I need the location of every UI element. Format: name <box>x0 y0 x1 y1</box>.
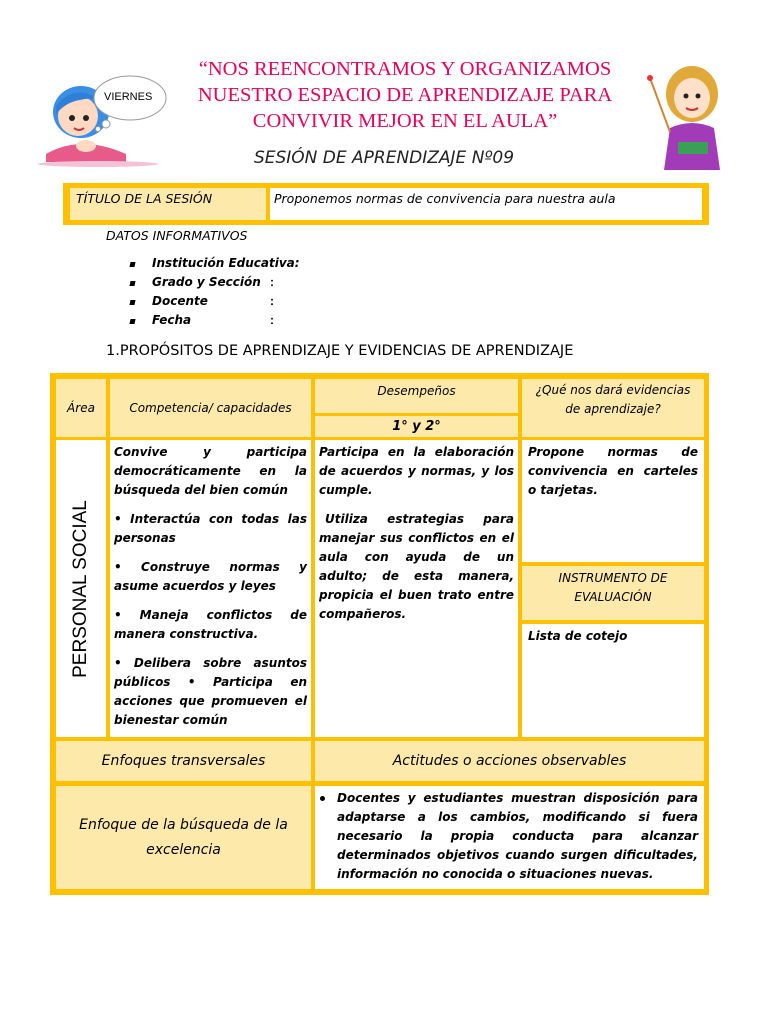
desempeno-item: Participa en la elaboración de acuerdos y normas, y los cumple. <box>319 445 514 497</box>
header-grado-text: 1° y 2° <box>392 419 441 434</box>
thought-bubble-text: VIERNES <box>104 91 153 103</box>
instrumento-header-text: INSTRUMENTO DE EVALUACIÓN <box>558 571 668 604</box>
desempeno-item: Utiliza estrategias para manejar sus conflictos en el aula con ayuda de un adulto; de esta manera, propicia el buen trato entre compañeros. <box>319 512 514 621</box>
header-competencia-text: Competencia/ capacidades <box>129 400 292 415</box>
bullet-dot <box>320 796 325 801</box>
header-evidencias <box>522 379 704 437</box>
titulo-value: Proponemos normas de convivencia para nuestra aula <box>270 188 702 220</box>
datos-item: Institución Educativa: <box>130 256 430 275</box>
area-cell <box>56 440 106 737</box>
session-number: SESIÓN DE APRENDIZAJE Nº09 <box>253 148 515 168</box>
competencia-cell <box>110 440 311 737</box>
header-area-text: Área <box>67 400 95 415</box>
datos-list <box>130 256 430 332</box>
actitud-text: Docentes y estudiantes muestran disposición para adaptarse a los cambios, modificando si fuera necesario la propia conducta para alcanzar determinados objetivos cuando surgen dificultades, información no conocida o situaciones nuevas. <box>337 791 698 881</box>
enfoques-header-text: Enfoques transversales <box>101 753 266 769</box>
enfoque-text: Enfoque de la búsqueda de la excelencia <box>79 816 288 858</box>
titulo-label: TÍTULO DE LA SESIÓN <box>70 188 266 220</box>
desempenos-cell <box>315 440 518 737</box>
header-area <box>56 379 106 437</box>
header-evidencias-text: ¿Qué nos dará evidencias de aprendizaje? <box>535 383 691 416</box>
area-text: PERSONAL SOCIAL <box>70 499 91 678</box>
instrumento-header <box>522 566 704 620</box>
datos-heading: DATOS INFORMATIVOS <box>106 228 248 243</box>
capacidad-item: • Construye normas y asume acuerdos y leyes <box>114 560 307 593</box>
capacidad-item: • Interactúa con todas las personas <box>114 512 307 545</box>
header-desempenos <box>315 379 518 413</box>
actitud-cell <box>315 786 704 889</box>
instrumento-text: Lista de cotejo <box>528 629 628 643</box>
enfoques-header <box>56 741 311 781</box>
actitudes-header-text: Actitudes o acciones observables <box>392 753 627 769</box>
datos-item: Docente : <box>130 294 430 313</box>
datos-item: Grado y Sección : <box>130 275 430 294</box>
datos-item: Fecha : <box>130 313 430 332</box>
evidencia-cell <box>522 440 704 562</box>
section-heading: 1.PROPÓSITOS DE APRENDIZAJE Y EVIDENCIAS DE APRENDIZAJE <box>106 343 574 359</box>
header-competencia <box>110 379 311 437</box>
header-desempenos-text: Desempeños <box>377 384 456 398</box>
competencia-main: Convive y participa democráticamente en la búsqueda del bien común <box>114 445 307 497</box>
enfoque-cell <box>56 786 311 889</box>
actitudes-header <box>315 741 704 781</box>
capacidad-item: • Delibera sobre asuntos públicos • Participa en acciones que promueven el bienestar común <box>114 656 307 727</box>
capacidad-item: • Maneja conflictos de manera constructiva. <box>114 608 307 641</box>
evidencia-text: Propone normas de convivencia en carteles o tarjetas. <box>528 445 698 497</box>
instrumento-cell <box>522 624 704 737</box>
header-grado <box>315 416 518 437</box>
session-main-title: “NOS REENCONTRAMOS Y ORGANIZAMOS NUESTRO ESPACIO DE APRENDIZAJE PARA CONVIVIR MEJOR EN EL AULA” <box>197 58 613 132</box>
